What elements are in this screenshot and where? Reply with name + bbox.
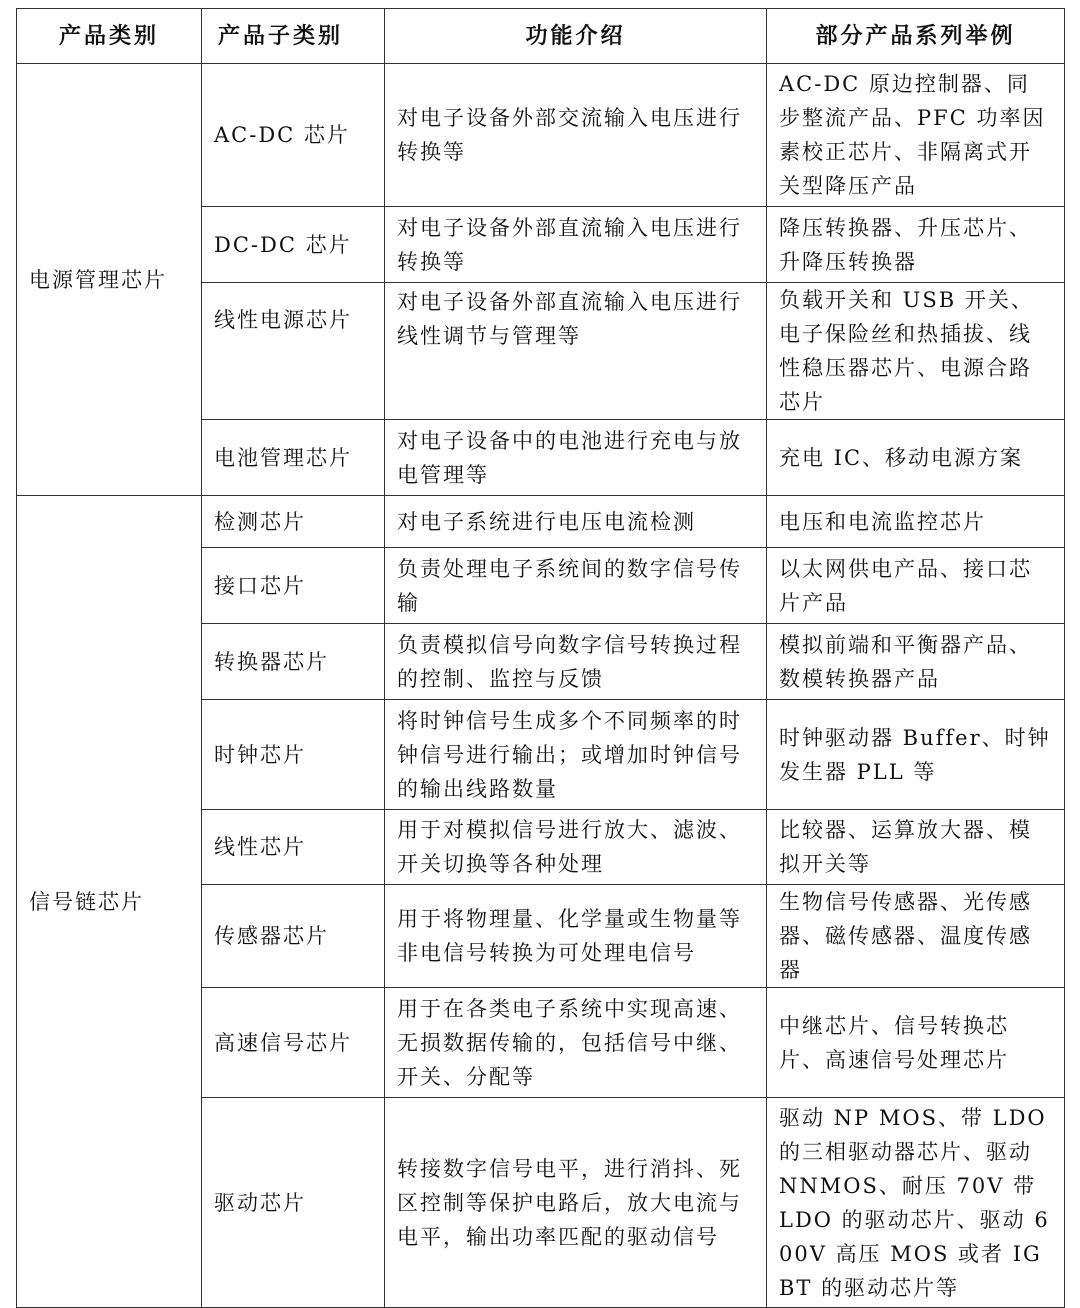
examples-cell: 以太网供电产品、接口芯片产品 <box>767 548 1065 624</box>
examples-cell: 中继芯片、信号转换芯片、高速信号处理芯片 <box>767 988 1065 1098</box>
function-cell: 用于对模拟信号进行放大、滤波、开关切换等各种处理 <box>385 810 767 885</box>
examples-cell: 时钟驱动器 Buffer、时钟发生器 PLL 等 <box>767 700 1065 810</box>
subcategory-cell: 时钟芯片 <box>202 700 385 810</box>
subcategory-cell: 线性芯片 <box>202 810 385 885</box>
function-cell: 对电子设备外部直流输入电压进行转换等 <box>385 207 767 283</box>
product-table <box>16 8 1065 1308</box>
examples-cell: 生物信号传感器、光传感器、磁传感器、温度传感器 <box>767 885 1065 988</box>
examples-cell: 模拟前端和平衡器产品、数模转换器产品 <box>767 624 1065 700</box>
examples-cell: 驱动 NP MOS、带 LDO 的三相驱动器芯片、驱动 NNMOS、耐压 70V 带 LDO 的驱动芯片、驱动 600V 高压 MOS 或者 IGBT 的驱动芯片等 <box>767 1098 1065 1308</box>
table-row <box>17 64 1065 207</box>
function-cell: 用于在各类电子系统中实现高速、无损数据传输的，包括信号中继、开关、分配等 <box>385 988 767 1098</box>
function-cell: 对电子设备外部直流输入电压进行线性调节与管理等 <box>385 283 767 420</box>
subcategory-cell: 传感器芯片 <box>202 885 385 988</box>
function-cell: 对电子设备外部交流输入电压进行转换等 <box>385 64 767 207</box>
examples-cell: 比较器、运算放大器、模拟开关等 <box>767 810 1065 885</box>
subcategory-cell: 线性电源芯片 <box>202 283 385 420</box>
header-subcategory: 产品子类别 <box>202 9 385 64</box>
function-cell: 将时钟信号生成多个不同频率的时钟信号进行输出；或增加时钟信号的输出线路数量 <box>385 700 767 810</box>
category-cell: 信号链芯片 <box>17 496 202 1308</box>
header-examples: 部分产品系列举例 <box>767 9 1065 64</box>
function-cell: 负责模拟信号向数字信号转换过程的控制、监控与反馈 <box>385 624 767 700</box>
category-cell: 电源管理芯片 <box>17 64 202 496</box>
subcategory-cell: 转换器芯片 <box>202 624 385 700</box>
function-cell: 负责处理电子系统间的数字信号传输 <box>385 548 767 624</box>
function-cell: 对电子系统进行电压电流检测 <box>385 496 767 548</box>
header-function: 功能介绍 <box>385 9 767 64</box>
subcategory-cell: 驱动芯片 <box>202 1098 385 1308</box>
examples-cell: 降压转换器、升压芯片、升降压转换器 <box>767 207 1065 283</box>
subcategory-cell: 检测芯片 <box>202 496 385 548</box>
header-row <box>17 9 1065 64</box>
subcategory-cell: AC-DC 芯片 <box>202 64 385 207</box>
subcategory-cell: DC-DC 芯片 <box>202 207 385 283</box>
examples-cell: AC-DC 原边控制器、同步整流产品、PFC 功率因素校正芯片、非隔离式开关型降压产品 <box>767 64 1065 207</box>
examples-cell: 负载开关和 USB 开关、电子保险丝和热插拔、线性稳压器芯片、电源合路芯片 <box>767 283 1065 420</box>
function-cell: 转接数字信号电平，进行消抖、死区控制等保护电路后，放大电流与电平，输出功率匹配的驱动信号 <box>385 1098 767 1308</box>
function-cell: 用于将物理量、化学量或生物量等非电信号转换为可处理电信号 <box>385 885 767 988</box>
subcategory-cell: 接口芯片 <box>202 548 385 624</box>
table-row <box>17 496 1065 548</box>
examples-cell: 充电 IC、移动电源方案 <box>767 420 1065 496</box>
examples-cell: 电压和电流监控芯片 <box>767 496 1065 548</box>
subcategory-cell: 高速信号芯片 <box>202 988 385 1098</box>
subcategory-cell: 电池管理芯片 <box>202 420 385 496</box>
function-cell: 对电子设备中的电池进行充电与放电管理等 <box>385 420 767 496</box>
header-category: 产品类别 <box>17 9 202 64</box>
